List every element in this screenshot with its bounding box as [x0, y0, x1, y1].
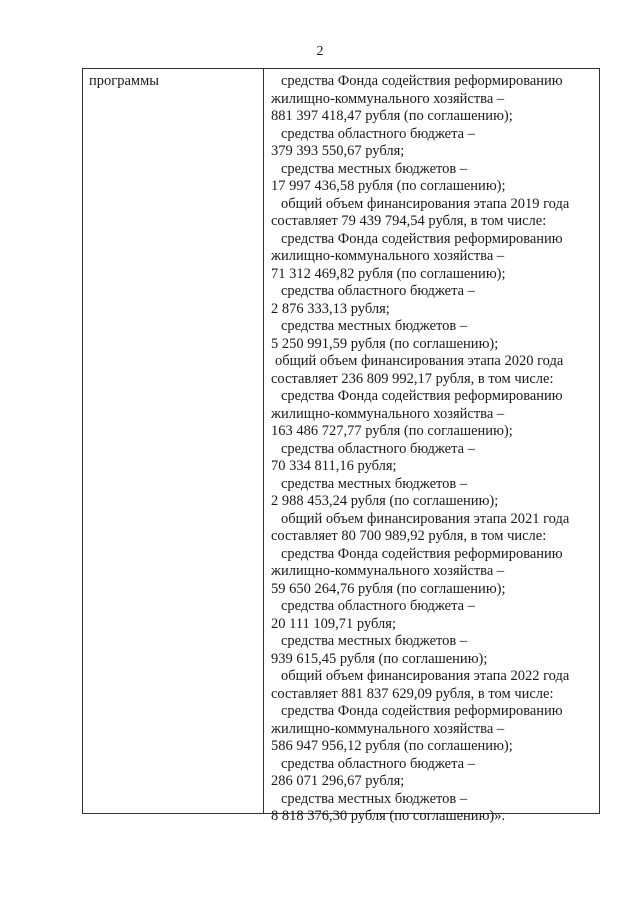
text-line: 881 397 418,47 рубля (по соглашению); — [271, 108, 513, 124]
text-line: 8 818 376,30 рубля (по соглашению)». — [271, 808, 506, 824]
text-line: средства местных бюджетов – — [281, 318, 468, 334]
text-line: жилищно-коммунального хозяйства – — [271, 563, 505, 579]
text-line: 2 876 333,13 рубля; — [271, 300, 390, 317]
text-line: 71 312 469,82 рубля (по соглашению); — [271, 265, 506, 282]
left-cell-label: программы — [89, 73, 159, 89]
text-line: составляет 236 809 992,17 рубля, в том числе: — [271, 370, 554, 387]
right-cell-text — [271, 73, 595, 826]
text-line: 379 393 550,67 рубля; — [271, 143, 405, 159]
text-line: 17 997 436,58 рубля (по соглашению); — [271, 178, 506, 194]
document-table — [82, 68, 600, 824]
text-line: составляет 80 700 989,92 рубля, в том числе: — [271, 528, 547, 544]
text-line: 20 111 109,71 рубля; — [271, 615, 396, 632]
text-line: 163 486 727,77 рубля (по соглашению); — [271, 423, 513, 439]
text-line: средства Фонда содействия реформированию — [281, 230, 563, 247]
text-line: 2 988 453,24 рубля (по соглашению); — [271, 493, 499, 509]
text-line: средства областного бюджета – — [281, 125, 475, 142]
text-line: жилищно-коммунального хозяйства – — [271, 405, 505, 422]
text-line: средства местных бюджетов – — [281, 160, 468, 177]
text-line: общий объем финансирования этапа 2022 года — [281, 668, 570, 684]
text-line: составляет 79 439 794,54 рубля, в том числе: — [271, 213, 547, 229]
text-line: средства Фонда содействия реформированию — [281, 703, 563, 719]
text-line: 59 650 264,76 рубля (по соглашению); — [271, 580, 506, 597]
column-divider — [263, 69, 264, 813]
text-line: жилищно-коммунального хозяйства – — [271, 720, 505, 737]
text-line: средства местных бюджетов – — [281, 790, 468, 807]
text-line: 5 250 991,59 рубля (по соглашению); — [271, 335, 499, 352]
text-line: средства местных бюджетов – — [281, 475, 468, 492]
text-line: общий объем финансирования этапа 2020 года — [275, 353, 564, 369]
text-line: 939 615,45 рубля (по соглашению); — [271, 650, 488, 667]
text-line: средства местных бюджетов – — [281, 633, 468, 649]
text-line: средства Фонда содействия реформированию — [281, 388, 563, 404]
text-line: жилищно-коммунального хозяйства – — [271, 248, 505, 264]
text-line: средства областного бюджета – — [281, 755, 475, 772]
text-line: жилищно-коммунального хозяйства – — [271, 90, 505, 107]
text-line: составляет 881 837 629,09 рубля, в том числе: — [271, 685, 554, 702]
text-line: 70 334 811,16 рубля; — [271, 458, 397, 474]
text-line: 586 947 956,12 рубля (по соглашению); — [271, 738, 513, 754]
text-line: средства Фонда содействия реформированию — [281, 545, 563, 562]
text-line: средства Фонда содействия реформированию — [281, 73, 563, 89]
text-line: средства областного бюджета – — [281, 598, 475, 614]
page-number: 2 — [316, 44, 324, 59]
text-line: 286 071 296,67 рубля; — [271, 773, 405, 789]
text-line: средства областного бюджета – — [281, 283, 475, 299]
text-line: общий объем финансирования этапа 2021 года — [281, 510, 570, 527]
text-line: средства областного бюджета – — [281, 440, 475, 457]
text-line: общий объем финансирования этапа 2019 года — [281, 195, 570, 212]
